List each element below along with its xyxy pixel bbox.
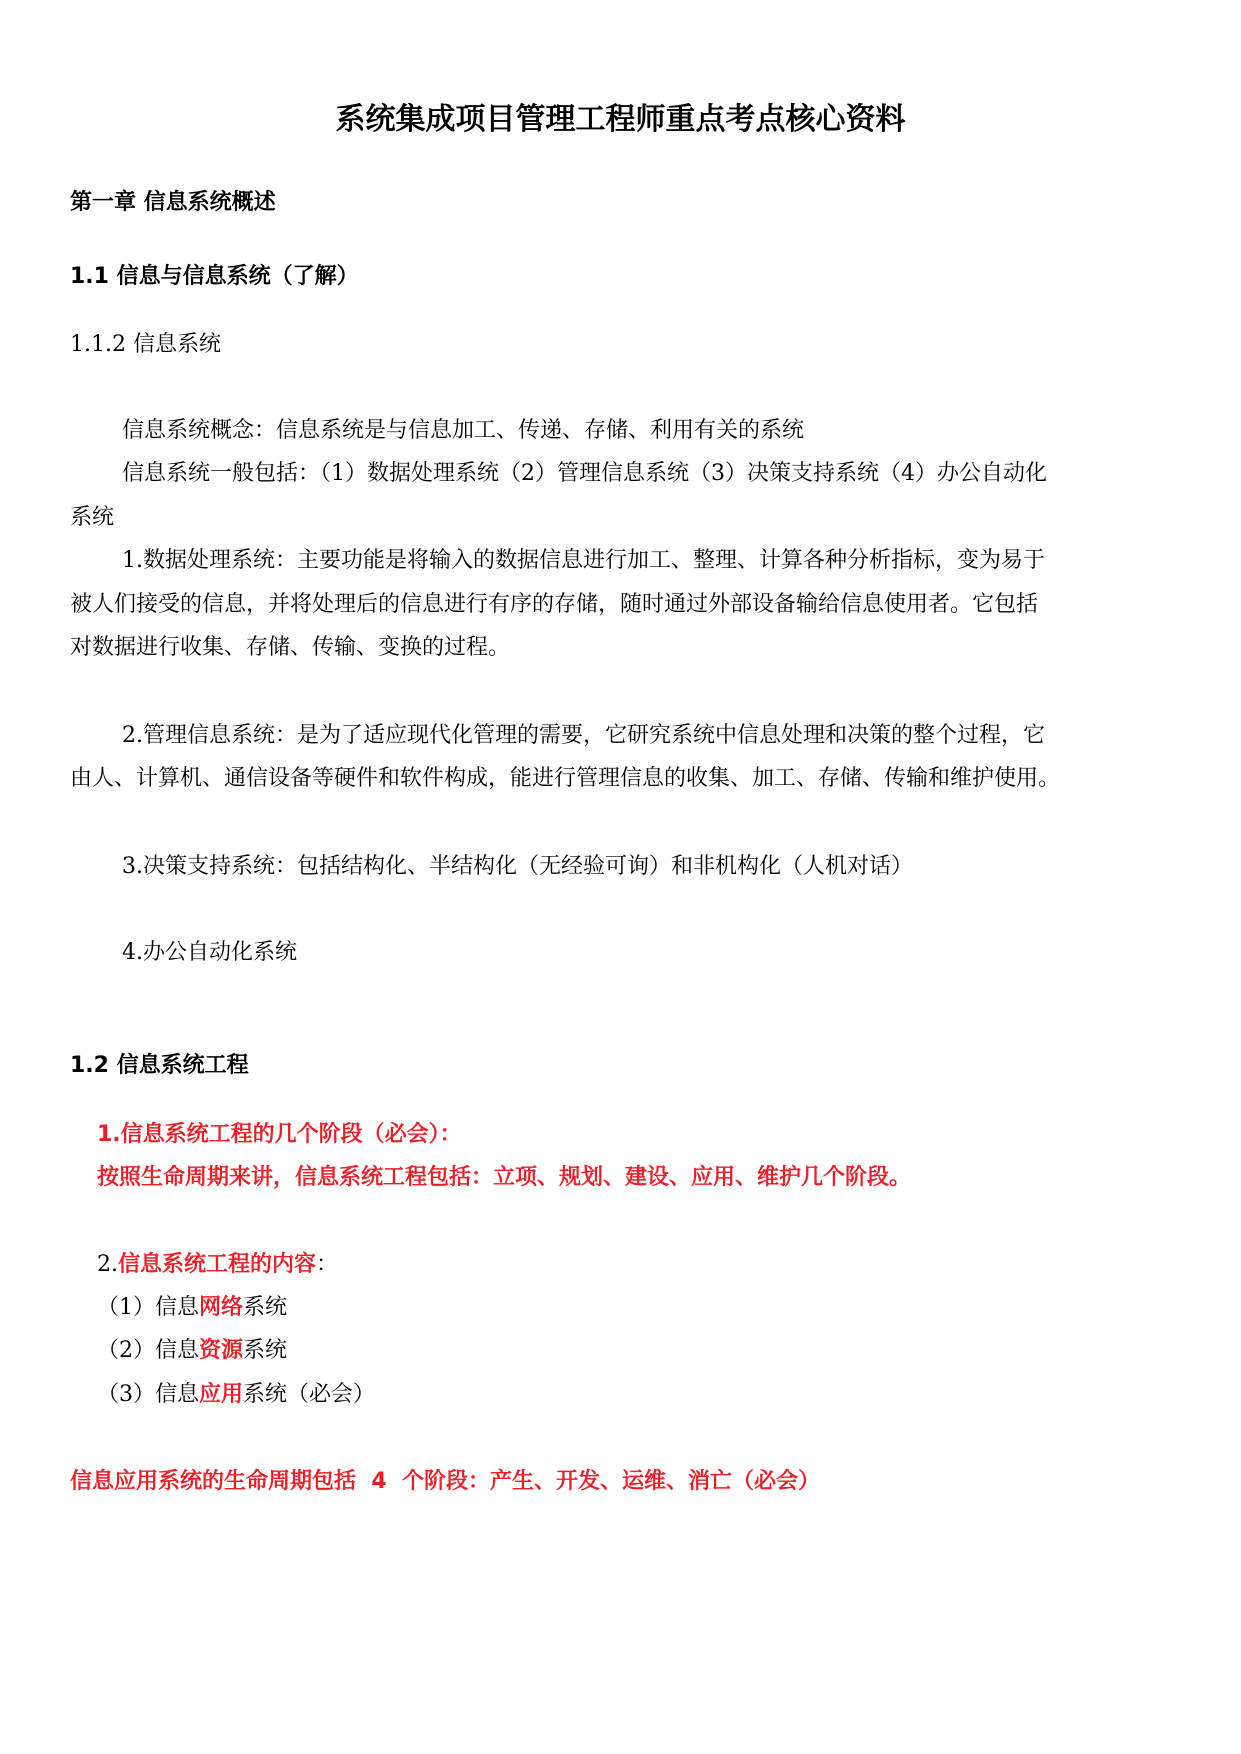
content-heading-line (97, 1250, 338, 1280)
red-text-application-lifecycle: 信息应用系统的生命周期包括 4 个阶段：产生、开发、运维、消亡（必会） (70, 1469, 820, 1494)
red-heading-stages: 1.信息系统工程的几个阶段（必会）： (97, 1122, 462, 1147)
document-title: 系统集成项目管理工程师重点考点核心资料 (335, 102, 906, 137)
paragraph-mis-line2: 由人、计算机、通信设备等硬件和软件构成，能进行管理信息的收集、加工、存储、传输和维护使用。 (70, 766, 1061, 791)
paragraph-concept: 信息系统概念：信息系统是与信息加工、传递、存储、利用有关的系统 (122, 418, 805, 443)
list-item-prefix: （1）信息 (97, 1295, 199, 1320)
paragraph-data-processing-line3: 对数据进行收集、存储、传输、变换的过程。 (70, 635, 511, 660)
paragraph-data-processing-line1: 1.数据处理系统：主要功能是将输入的数据信息进行加工、整理、计算各种分析指标，变为易于 (122, 548, 1045, 573)
paragraph-decision-support: 3.决策支持系统：包括结构化、半结构化（无经验可询）和非机构化（人机对话） (122, 854, 913, 879)
content-number: 2. (97, 1252, 118, 1277)
list-item-suffix: 系统 (243, 1338, 288, 1363)
content-colon: ： (316, 1252, 339, 1277)
list-item-network (97, 1293, 287, 1323)
list-item-prefix: （3）信息 (97, 1382, 199, 1407)
red-text-lifecycle: 按照生命周期来讲，信息系统工程包括：立项、规划、建设、应用、维护几个阶段。 (97, 1165, 912, 1190)
paragraph-office-automation: 4.办公自动化系统 (122, 940, 297, 965)
list-item-application (97, 1380, 375, 1410)
chapter-heading: 第一章 信息系统概述 (70, 190, 276, 215)
paragraph-mis-line1: 2.管理信息系统：是为了适应现代化管理的需要，它研究系统中信息处理和决策的整个过程，它 (122, 723, 1045, 748)
subsection-heading-1-1-2: 1.1.2 信息系统 (70, 332, 221, 357)
list-item-suffix: 系统（必会） (243, 1382, 376, 1407)
paragraph-include-line2: 系统 (70, 505, 115, 530)
list-item-highlight: 资源 (199, 1338, 244, 1363)
section-heading-1-2: 1.2 信息系统工程 (70, 1053, 249, 1078)
list-item-prefix: （2）信息 (97, 1338, 199, 1363)
list-item-suffix: 系统 (243, 1295, 288, 1320)
content-heading-red: 信息系统工程的内容 (118, 1252, 317, 1277)
list-item-resource (97, 1336, 287, 1366)
section-heading-1-1: 1.1 信息与信息系统（了解） (70, 264, 359, 289)
paragraph-data-processing-line2: 被人们接受的信息，并将处理后的信息进行有序的存储，随时通过外部设备输给信息使用者。它包括 (70, 592, 1039, 617)
list-item-highlight: 网络 (199, 1295, 244, 1320)
paragraph-include-line1: 信息系统一般包括：（1）数据处理系统（2）管理信息系统（3）决策支持系统（4）办公自动化 (122, 461, 1047, 486)
list-item-highlight: 应用 (199, 1382, 244, 1407)
